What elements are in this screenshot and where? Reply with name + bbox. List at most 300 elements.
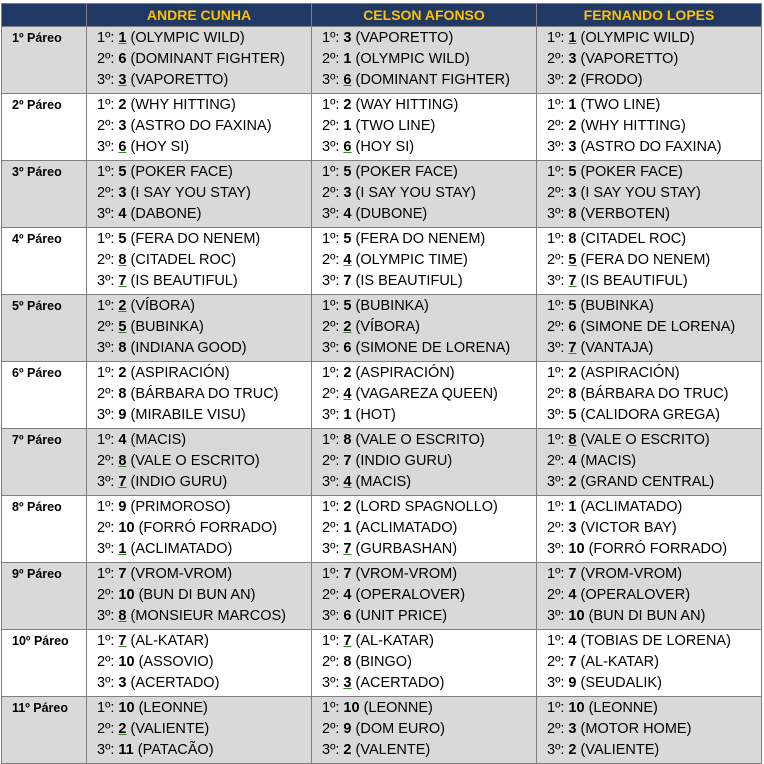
horse-name: (VALIENTE) [580, 742, 660, 758]
horse-number: 2 [343, 319, 352, 335]
horse-number: 7 [118, 273, 127, 289]
horse-number: 6 [343, 608, 352, 624]
pick-position: 1º: [322, 432, 340, 448]
race-label: 4º Páreo [2, 228, 87, 295]
horse-number: 5 [568, 407, 577, 423]
tipster-picks-cell [537, 362, 762, 429]
pick-position: 3º: [547, 407, 565, 423]
header-corner [2, 4, 87, 27]
horse-name: (SIMONE DE LORENA) [355, 340, 511, 356]
pick-position: 1º: [97, 164, 115, 180]
horse-number: 4 [343, 386, 352, 402]
horse-number: 6 [118, 139, 127, 155]
horse-number: 3 [568, 520, 577, 536]
horse-name: (TWO LINE) [580, 97, 661, 113]
horse-number: 2 [568, 72, 577, 88]
pick-line [537, 631, 761, 652]
tipster-picks-cell [537, 228, 762, 295]
pick-line [312, 497, 536, 518]
horse-number: 2 [568, 474, 577, 490]
pick-line [312, 137, 536, 158]
horse-number: 9 [118, 499, 127, 515]
tipster-picks-cell [537, 563, 762, 630]
tipster-picks-cell [537, 27, 762, 94]
horse-name: (CITADEL ROC) [580, 231, 687, 247]
horse-name: (SIMONE DE LORENA) [580, 319, 736, 335]
picks-table [1, 3, 762, 764]
horse-number: 3 [343, 185, 352, 201]
pick-line [87, 95, 311, 116]
pick-position: 1º: [97, 97, 115, 113]
horse-number: 1 [568, 499, 577, 515]
tipster-picks-cell [312, 496, 537, 563]
pick-line [537, 652, 761, 673]
horse-name: (OLYMPIC WILD) [355, 51, 470, 67]
horse-name: (ASTRO DO FAXINA) [130, 118, 272, 134]
horse-name: (INDIO GURU) [355, 453, 453, 469]
horse-name: (VAGAREZA QUEEN) [355, 386, 498, 402]
tipster-picks-cell [87, 496, 312, 563]
horse-name: (FRODO) [580, 72, 643, 88]
horse-name: (OPERALOVER) [355, 587, 466, 603]
race-row [2, 496, 762, 563]
pick-line [312, 363, 536, 384]
horse-number: 6 [343, 340, 352, 356]
pick-position: 2º: [97, 185, 115, 201]
pick-position: 2º: [547, 386, 565, 402]
pick-position: 1º: [97, 30, 115, 46]
horse-name: (ACLIMATADO) [355, 520, 458, 536]
pick-position: 3º: [97, 541, 115, 557]
horse-number: 7 [118, 633, 127, 649]
pick-line [312, 95, 536, 116]
horse-name: (VALENTE) [355, 742, 431, 758]
pick-line [87, 229, 311, 250]
tipster-picks-cell [87, 228, 312, 295]
pick-position: 3º: [322, 608, 340, 624]
tipster-picks-cell [312, 563, 537, 630]
horse-number: 2 [343, 365, 352, 381]
pick-line [537, 271, 761, 292]
horse-number: 8 [343, 432, 352, 448]
pick-position: 1º: [322, 566, 340, 582]
pick-line [537, 229, 761, 250]
horse-name: (MACIS) [130, 432, 187, 448]
horse-name: (PRIMOROSO) [130, 499, 231, 515]
horse-name: (DUBONE) [355, 206, 428, 222]
pick-line [87, 271, 311, 292]
horse-number: 3 [118, 72, 127, 88]
horse-number: 3 [568, 139, 577, 155]
horse-number: 8 [343, 654, 352, 670]
pick-position: 2º: [97, 386, 115, 402]
race-row [2, 228, 762, 295]
horse-number: 1 [568, 30, 577, 46]
horse-name: (VÍBORA) [130, 298, 195, 314]
pick-position: 3º: [322, 675, 340, 691]
horse-number: 10 [568, 700, 585, 716]
tipster-picks-cell [312, 27, 537, 94]
pick-position: 2º: [97, 252, 115, 268]
pick-line [312, 317, 536, 338]
pick-line [312, 296, 536, 317]
horse-number: 2 [568, 365, 577, 381]
pick-line [537, 95, 761, 116]
horse-number: 8 [118, 386, 127, 402]
horse-name: (ASSOVIO) [138, 654, 214, 670]
pick-position: 3º: [547, 675, 565, 691]
pick-position: 3º: [322, 273, 340, 289]
race-label: 6º Páreo [2, 362, 87, 429]
horse-name: (ACERTADO) [130, 675, 220, 691]
horse-name: (WHY HITTING) [580, 118, 686, 134]
pick-position: 3º: [97, 72, 115, 88]
horse-number: 2 [118, 721, 127, 737]
horse-number: 5 [343, 298, 352, 314]
pick-position: 3º: [97, 206, 115, 222]
race-label: 8º Páreo [2, 496, 87, 563]
horse-name: (MOTOR HOME) [580, 721, 692, 737]
pick-position: 1º: [547, 164, 565, 180]
pick-line [87, 363, 311, 384]
horse-name: (CALIDORA GREGA) [580, 407, 720, 423]
tipster-picks-cell [537, 94, 762, 161]
horse-number: 2 [118, 298, 127, 314]
pick-position: 2º: [322, 386, 340, 402]
horse-name: (GURBASHAN) [355, 541, 458, 557]
horse-number: 7 [568, 654, 577, 670]
pick-position: 2º: [97, 520, 115, 536]
horse-number: 2 [343, 742, 352, 758]
horse-name: (POKER FACE) [580, 164, 683, 180]
horse-number: 10 [118, 520, 135, 536]
pick-line [312, 271, 536, 292]
tipster-picks-cell [87, 362, 312, 429]
horse-name: (VAPORETTO) [580, 51, 679, 67]
header-tipster-3: FERNANDO LOPES [537, 4, 762, 27]
horse-name: (ASPIRACIÓN) [130, 365, 230, 381]
tipster-picks-cell [537, 496, 762, 563]
pick-line [537, 606, 761, 627]
pick-position: 3º: [322, 407, 340, 423]
horse-name: (ASTRO DO FAXINA) [580, 139, 722, 155]
tipster-picks-cell [87, 429, 312, 496]
pick-position: 3º: [547, 474, 565, 490]
pick-line [537, 673, 761, 694]
tipster-picks-cell [87, 94, 312, 161]
pick-position: 2º: [97, 118, 115, 134]
pick-position: 2º: [547, 520, 565, 536]
pick-position: 2º: [322, 319, 340, 335]
race-row [2, 429, 762, 496]
horse-number: 7 [343, 541, 352, 557]
pick-line [87, 539, 311, 560]
horse-number: 7 [343, 633, 352, 649]
pick-position: 3º: [547, 139, 565, 155]
pick-line [87, 606, 311, 627]
pick-position: 3º: [322, 541, 340, 557]
pick-position: 3º: [97, 474, 115, 490]
horse-name: (BUN DI BUN AN) [138, 587, 256, 603]
horse-name: (PATACÃO) [137, 742, 214, 758]
horse-name: (LEONNE) [363, 700, 433, 716]
horse-number: 8 [568, 432, 577, 448]
pick-position: 1º: [322, 633, 340, 649]
horse-number: 5 [343, 164, 352, 180]
pick-line [537, 137, 761, 158]
horse-name: (BUBINKA) [355, 298, 429, 314]
tipster-picks-cell [87, 630, 312, 697]
pick-position: 2º: [97, 51, 115, 67]
horse-name: (AL-KATAR) [355, 633, 434, 649]
horse-number: 2 [118, 97, 127, 113]
horse-number: 1 [118, 541, 127, 557]
horse-number: 4 [568, 633, 577, 649]
pick-line [312, 673, 536, 694]
horse-number: 4 [568, 453, 577, 469]
pick-position: 1º: [547, 432, 565, 448]
pick-position: 3º: [547, 340, 565, 356]
horse-name: (FERA DO NENEM) [130, 231, 261, 247]
pick-position: 2º: [322, 721, 340, 737]
horse-number: 8 [568, 231, 577, 247]
horse-name: (BÁRBARA DO TRUC) [130, 386, 279, 402]
horse-number: 6 [118, 51, 127, 67]
pick-line [312, 204, 536, 225]
pick-position: 1º: [547, 633, 565, 649]
pick-line [87, 116, 311, 137]
tipster-picks-cell [87, 697, 312, 764]
pick-position: 2º: [322, 51, 340, 67]
pick-position: 3º: [97, 608, 115, 624]
horse-number: 10 [118, 587, 135, 603]
horse-number: 7 [343, 273, 352, 289]
pick-position: 3º: [97, 407, 115, 423]
horse-number: 9 [568, 675, 577, 691]
tipster-picks-cell [312, 630, 537, 697]
pick-line [87, 405, 311, 426]
horse-name: (CITADEL ROC) [130, 252, 237, 268]
race-label: 3º Páreo [2, 161, 87, 228]
pick-line [312, 631, 536, 652]
horse-number: 7 [568, 273, 577, 289]
horse-name: (MONSIEUR MARCOS) [130, 608, 287, 624]
pick-line [312, 451, 536, 472]
pick-position: 3º: [97, 139, 115, 155]
horse-name: (I SAY YOU STAY) [580, 185, 701, 201]
pick-position: 3º: [547, 72, 565, 88]
pick-line [312, 183, 536, 204]
horse-name: (MIRABILE VISU) [130, 407, 246, 423]
horse-number: 4 [343, 474, 352, 490]
horse-name: (WAY HITTING) [355, 97, 459, 113]
horse-name: (VAPORETTO) [355, 30, 454, 46]
horse-name: (DOM EURO) [355, 721, 445, 737]
pick-position: 2º: [322, 654, 340, 670]
horse-number: 3 [343, 30, 352, 46]
pick-line [312, 472, 536, 493]
pick-position: 2º: [322, 118, 340, 134]
horse-name: (WHY HITTING) [130, 97, 236, 113]
tipster-picks-cell [312, 161, 537, 228]
pick-line [537, 183, 761, 204]
pick-position: 1º: [547, 298, 565, 314]
tipster-picks-cell [312, 94, 537, 161]
pick-line [87, 451, 311, 472]
horse-name: (IS BEAUTIFUL) [130, 273, 238, 289]
horse-number: 4 [343, 252, 352, 268]
race-row [2, 161, 762, 228]
race-label: 2º Páreo [2, 94, 87, 161]
pick-line [87, 70, 311, 91]
pick-position: 3º: [547, 206, 565, 222]
horse-name: (FORRÓ FORRADO) [138, 520, 278, 536]
horse-name: (FERA DO NENEM) [580, 252, 711, 268]
horse-name: (I SAY YOU STAY) [355, 185, 476, 201]
pick-position: 3º: [322, 474, 340, 490]
pick-position: 2º: [97, 654, 115, 670]
horse-name: (LORD SPAGNOLLO) [355, 499, 498, 515]
pick-position: 2º: [547, 252, 565, 268]
horse-name: (VROM-VROM) [130, 566, 233, 582]
horse-name: (GRAND CENTRAL) [580, 474, 715, 490]
pick-position: 1º: [322, 30, 340, 46]
horse-name: (ACERTADO) [355, 675, 445, 691]
pick-position: 3º: [322, 72, 340, 88]
horse-name: (INDIO GURU) [130, 474, 228, 490]
horse-name: (ACLIMATADO) [130, 541, 233, 557]
header-row [2, 4, 762, 27]
pick-position: 2º: [322, 252, 340, 268]
horse-name: (VÍBORA) [355, 319, 420, 335]
tipster-picks-cell [87, 27, 312, 94]
horse-number: 2 [568, 742, 577, 758]
horse-number: 1 [568, 97, 577, 113]
horse-number: 3 [118, 185, 127, 201]
tipster-picks-cell [537, 630, 762, 697]
pick-line [537, 70, 761, 91]
pick-position: 1º: [322, 700, 340, 716]
pick-line [312, 229, 536, 250]
tipster-picks-cell [312, 295, 537, 362]
tipster-picks-cell [312, 697, 537, 764]
pick-position: 2º: [547, 51, 565, 67]
horse-number: 2 [568, 118, 577, 134]
horse-name: (OLYMPIC WILD) [130, 30, 245, 46]
pick-position: 1º: [322, 231, 340, 247]
pick-position: 3º: [547, 608, 565, 624]
race-label: 11º Páreo [2, 697, 87, 764]
horse-name: (BUBINKA) [580, 298, 654, 314]
horse-name: (OLYMPIC WILD) [580, 30, 695, 46]
pick-line [87, 384, 311, 405]
pick-line [537, 430, 761, 451]
race-label: 1º Páreo [2, 27, 87, 94]
horse-number: 8 [118, 340, 127, 356]
pick-line [312, 162, 536, 183]
pick-line [537, 338, 761, 359]
race-row [2, 27, 762, 94]
pick-line [537, 698, 761, 719]
tipster-picks-cell [537, 697, 762, 764]
horse-name: (HOY SI) [130, 139, 190, 155]
horse-name: (POKER FACE) [130, 164, 233, 180]
pick-position: 1º: [547, 30, 565, 46]
horse-number: 5 [343, 231, 352, 247]
pick-position: 2º: [547, 319, 565, 335]
horse-name: (VAPORETTO) [130, 72, 229, 88]
pick-line [312, 740, 536, 761]
race-row [2, 362, 762, 429]
pick-position: 2º: [97, 453, 115, 469]
pick-position: 2º: [322, 520, 340, 536]
horse-number: 4 [118, 432, 127, 448]
pick-line [537, 405, 761, 426]
horse-number: 3 [118, 675, 127, 691]
horse-name: (VICTOR BAY) [580, 520, 677, 536]
horse-number: 5 [118, 319, 127, 335]
horse-name: (POKER FACE) [355, 164, 458, 180]
horse-name: (BÁRBARA DO TRUC) [580, 386, 729, 402]
horse-number: 8 [568, 206, 577, 222]
horse-name: (FORRÓ FORRADO) [588, 541, 728, 557]
horse-name: (VALIENTE) [130, 721, 210, 737]
pick-line [312, 70, 536, 91]
pick-position: 1º: [97, 298, 115, 314]
horse-name: (VALE O ESCRITO) [130, 453, 260, 469]
pick-position: 3º: [322, 742, 340, 758]
horse-number: 7 [343, 453, 352, 469]
horse-name: (BUBINKA) [130, 319, 204, 335]
pick-position: 2º: [97, 587, 115, 603]
horse-number: 10 [343, 700, 360, 716]
horse-name: (AL-KATAR) [130, 633, 209, 649]
pick-line [537, 116, 761, 137]
pick-line [537, 49, 761, 70]
race-row [2, 295, 762, 362]
horse-number: 6 [568, 319, 577, 335]
pick-line [312, 539, 536, 560]
horse-number: 8 [568, 386, 577, 402]
tipster-picks-cell [312, 362, 537, 429]
race-row [2, 94, 762, 161]
horse-number: 2 [118, 365, 127, 381]
horse-name: (UNIT PRICE) [355, 608, 448, 624]
pick-position: 1º: [97, 700, 115, 716]
horse-name: (DOMINANT FIGHTER) [355, 72, 510, 88]
pick-line [87, 28, 311, 49]
horse-number: 4 [568, 587, 577, 603]
pick-position: 2º: [547, 118, 565, 134]
pick-line [87, 49, 311, 70]
pick-line [87, 719, 311, 740]
horse-number: 1 [343, 51, 352, 67]
horse-name: (HOY SI) [355, 139, 415, 155]
horse-number: 10 [568, 608, 585, 624]
pick-line [312, 652, 536, 673]
pick-position: 2º: [322, 587, 340, 603]
horse-name: (LEONNE) [588, 700, 658, 716]
horse-number: 6 [343, 139, 352, 155]
pick-line [537, 497, 761, 518]
horse-number: 6 [343, 72, 352, 88]
horse-name: (VANTAJA) [580, 340, 654, 356]
horse-number: 8 [118, 252, 127, 268]
pick-line [537, 585, 761, 606]
pick-line [87, 652, 311, 673]
header-tipster-2: CELSON AFONSO [312, 4, 537, 27]
race-row [2, 630, 762, 697]
